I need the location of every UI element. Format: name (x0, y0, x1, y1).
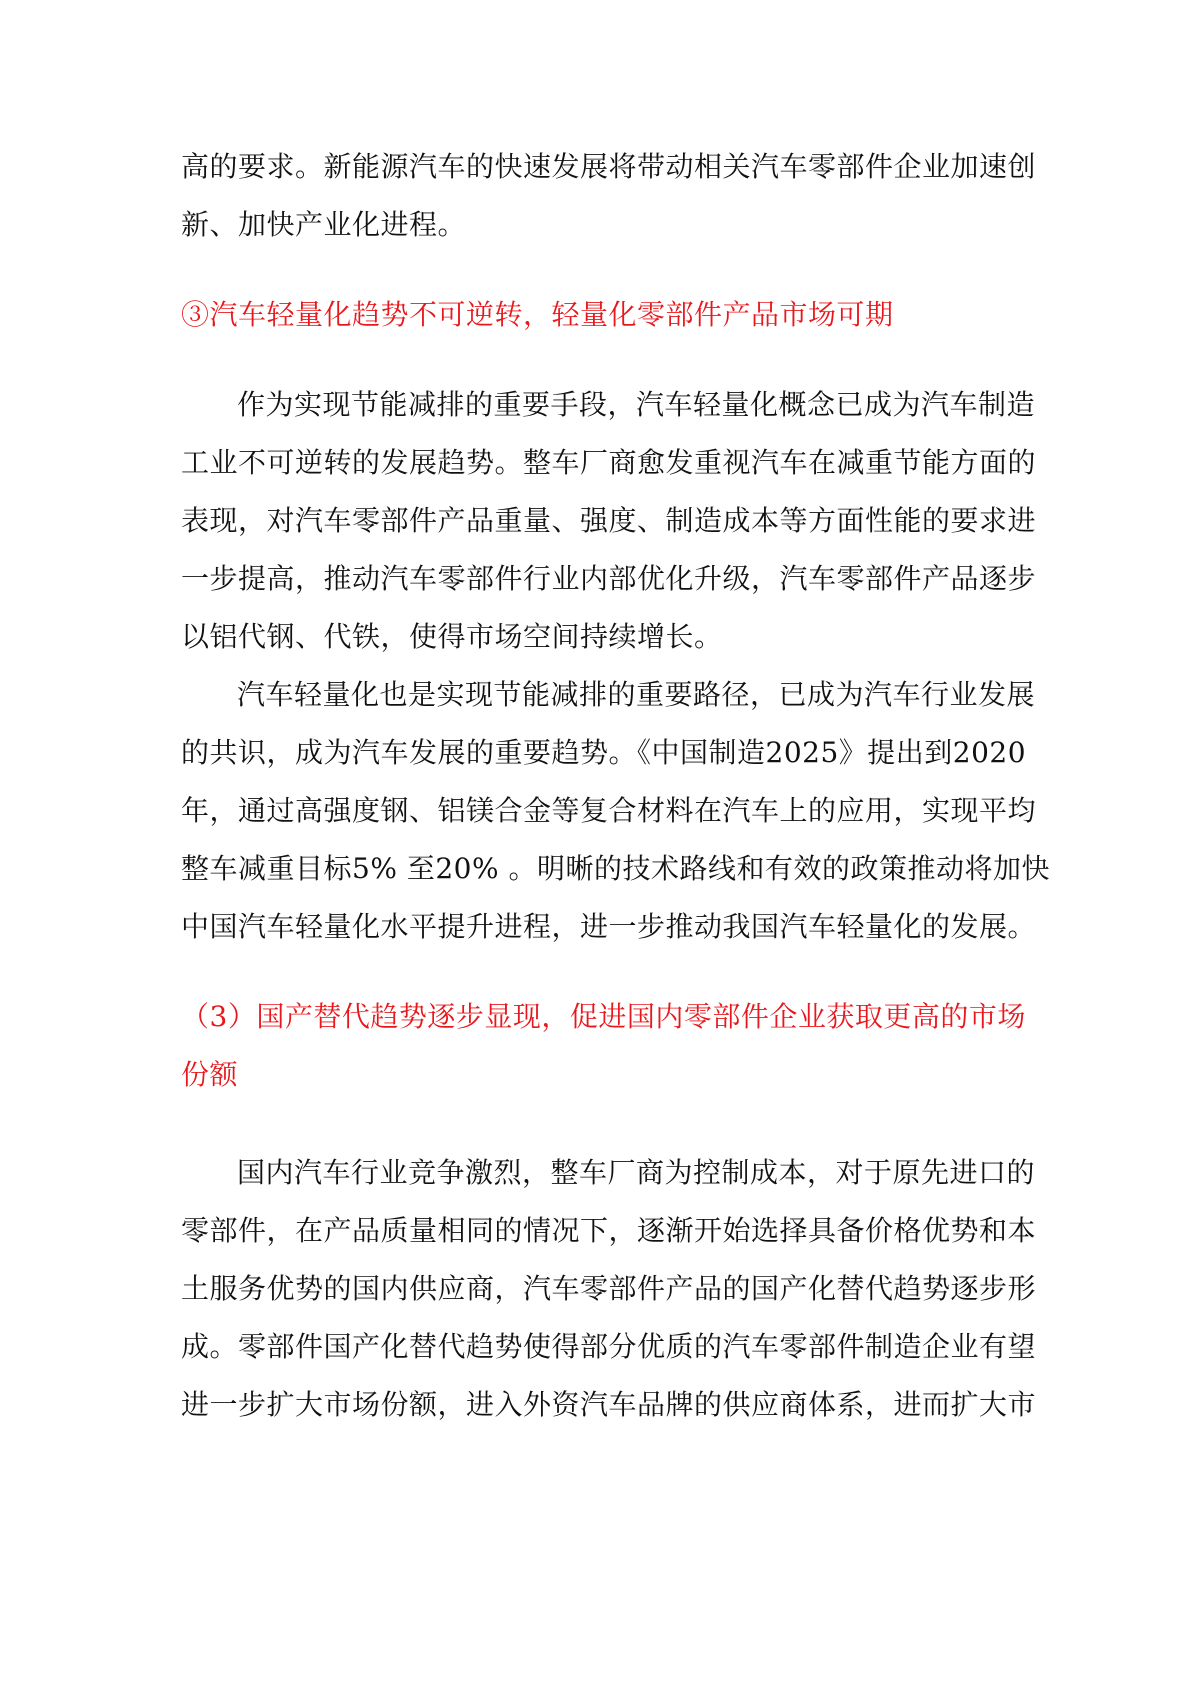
paragraph-lightweight-2 (181, 666, 1050, 956)
text-line: 新、加快产业化进程。 (181, 208, 467, 241)
text-line: 作为实现节能减排的重要手段，汽车轻量化概念已成为汽车制造 (237, 388, 1036, 421)
heading-domestic-substitution (181, 988, 1026, 1104)
text-line: 高的要求。新能源汽车的快速发展将带动相关汽车零部件企业加速创 (181, 150, 1037, 183)
text-line: 国内汽车行业竞争激烈，整车厂商为控制成本，对于原先进口的 (237, 1156, 1036, 1189)
spacer (181, 254, 1011, 286)
text-line: 工业不可逆转的发展趋势。整车厂商愈发重视汽车在减重节能方面的 (181, 446, 1037, 479)
text-line: 表现，对汽车零部件产品重量、强度、制造成本等方面性能的要求进 (181, 504, 1037, 537)
text-line: 中国汽车轻量化水平提升进程，进一步推动我国汽车轻量化的发展。 (181, 910, 1037, 943)
text-line: 成。零部件国产化替代趋势使得部分优质的汽车零部件制造企业有望 (181, 1330, 1037, 1363)
text-line: 一步提高，推动汽车零部件行业内部优化升级，汽车零部件产品逐步 (181, 562, 1037, 595)
text-line: 零部件，在产品质量相同的情况下，逐渐开始选择具备价格优势和本 (181, 1214, 1037, 1247)
spacer (181, 344, 1011, 376)
text-line: 的共识，成为汽车发展的重要趋势。《中国制造2025》提出到2020 (181, 736, 1027, 769)
paragraph-lightweight-1 (181, 376, 1037, 666)
text-line: 年，通过高强度钢、铝镁合金等复合材料在汽车上的应用，实现平均 (181, 794, 1037, 827)
section-heading: 份额 (181, 1058, 239, 1091)
paragraph-domestic-substitution (181, 1144, 1037, 1434)
heading-lightweight-trend (181, 286, 1011, 344)
section-heading: （3）国产替代趋势逐步显现，促进国内零部件企业获取更高的市场 (181, 1000, 1026, 1033)
text-line: 整车减重目标5% 至20% 。明晰的技术路线和有效的政策推动将加快 (181, 852, 1050, 885)
paragraph-new-energy-continued (181, 138, 1037, 254)
text-line: 土服务优势的国内供应商，汽车零部件产品的国产化替代趋势逐步形 (181, 1272, 1037, 1305)
text-line: 汽车轻量化也是实现节能减排的重要路径，已成为汽车行业发展 (237, 678, 1036, 711)
text-line: 以铝代钢、代铁，使得市场空间持续增长。 (181, 620, 723, 653)
spacer (181, 956, 1011, 988)
text-line: 进一步扩大市场份额，进入外资汽车品牌的供应商体系，进而扩大市 (181, 1388, 1037, 1421)
spacer (181, 1104, 1011, 1144)
section-heading: ③汽车轻量化趋势不可逆转，轻量化零部件产品市场可期 (181, 298, 894, 331)
document-body (181, 138, 1050, 1434)
